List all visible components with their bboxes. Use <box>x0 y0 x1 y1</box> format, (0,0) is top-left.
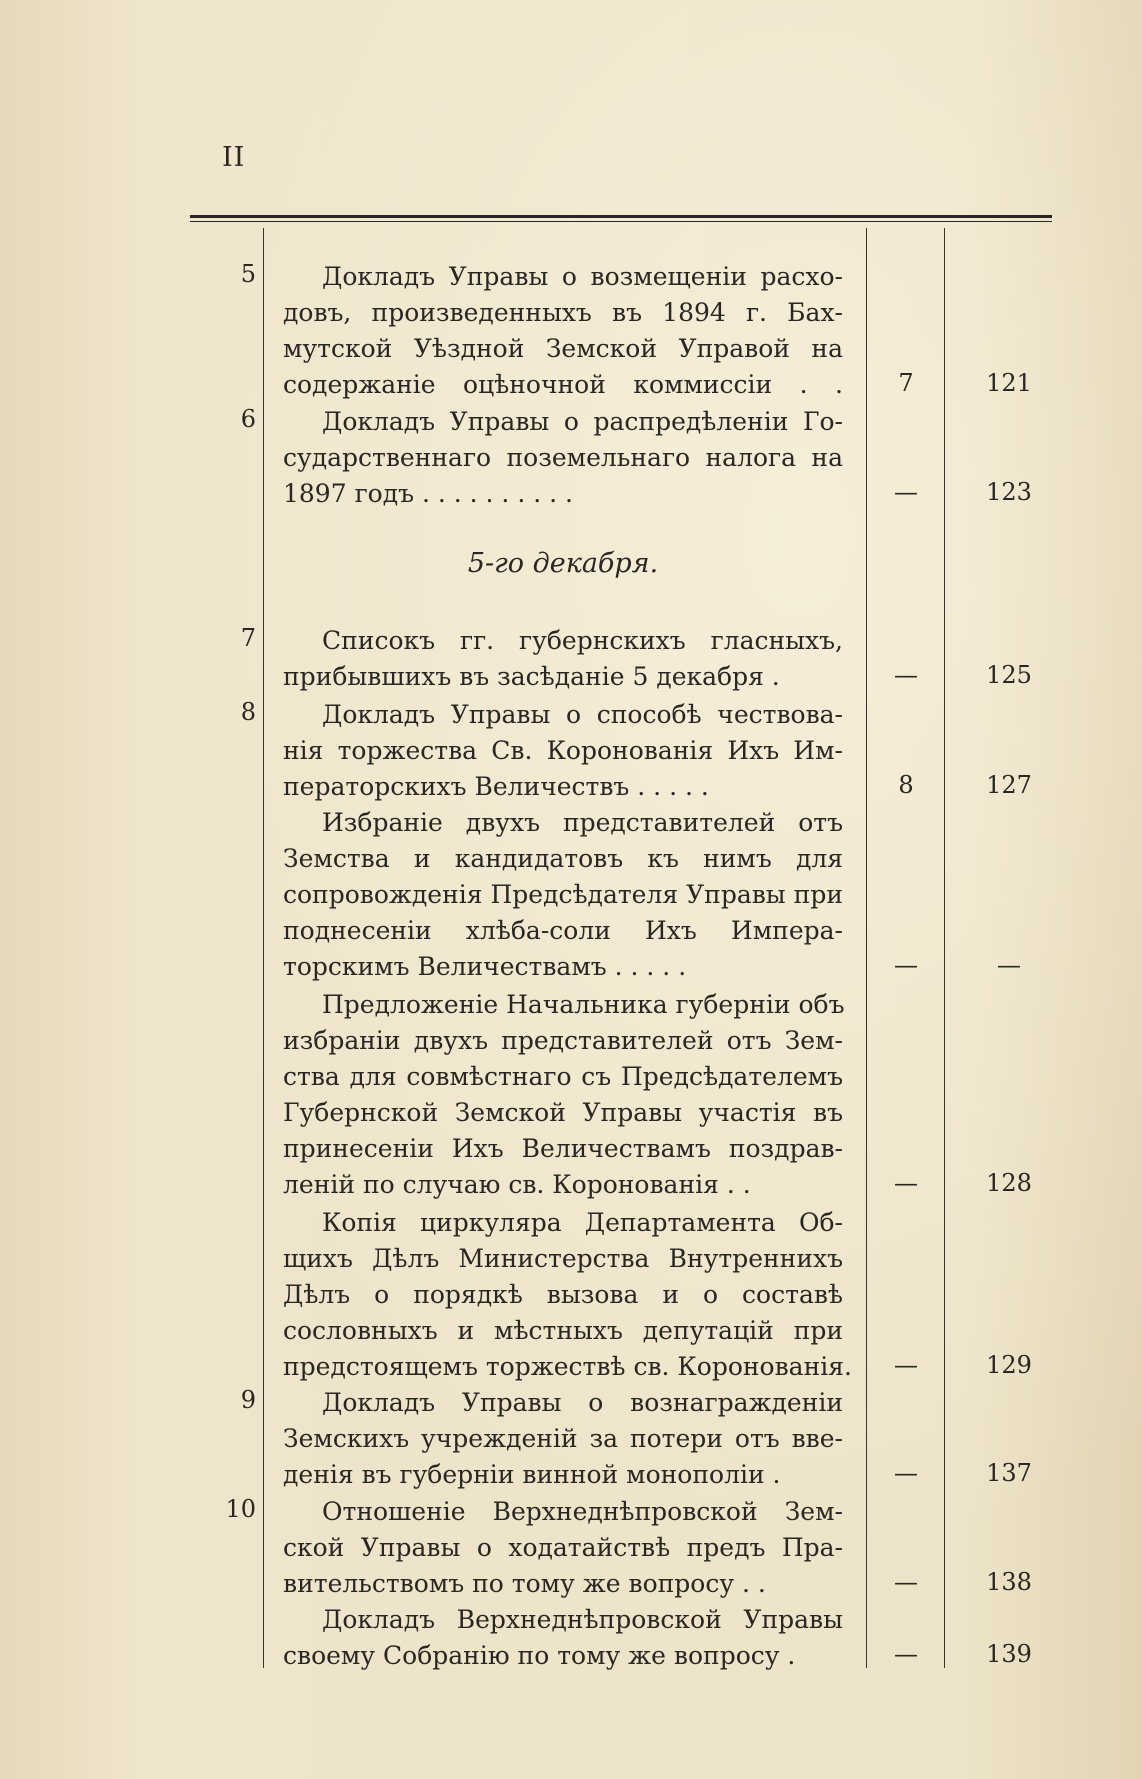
entry-text-line: Копія циркуляра Департамента Об- <box>322 1208 843 1237</box>
entry-text-line: сословныхъ и мѣстныхъ депутацій при <box>283 1316 843 1345</box>
entry-page: 137 <box>986 1459 1032 1487</box>
entry-text-line: сопровожденія Предсѣдателя Управы при <box>283 880 843 909</box>
entry-page: 129 <box>986 1351 1032 1379</box>
entry-text-line: ской Управы о ходатайствѣ предъ Пра- <box>283 1533 843 1562</box>
entry-text-line: Предложеніе Начальника губерніи объ <box>322 990 845 1019</box>
entry-text-line: довъ, произведенныхъ въ 1894 г. Бах- <box>283 298 843 327</box>
entry-text-line: сударственнаго поземельнаго налога на <box>283 443 843 472</box>
entry-text-line: избраніи двухъ представителей отъ Зем- <box>283 1026 843 1055</box>
entry-text-line: щихъ Дѣлъ Министерства Внутреннихъ <box>283 1244 843 1273</box>
entry-page: 138 <box>986 1568 1032 1596</box>
entry-text-line: Списокъ гг. губернскихъ гласныхъ, <box>322 626 843 655</box>
entry-text-line: торскимъ Величествамъ . . . . . <box>283 952 687 981</box>
entry-text-line: содержаніе оцѣночной коммиссіи . . <box>283 370 843 399</box>
entry-volume: — <box>894 951 918 979</box>
entry-text-line: Дѣлъ о порядкѣ вызова и о составѣ <box>283 1280 843 1309</box>
entry-volume: — <box>894 1169 918 1197</box>
entry-text-line: Докладъ Управы о распредѣленіи Го- <box>322 407 843 436</box>
entry-page: 121 <box>986 369 1032 397</box>
entry-number: 9 <box>240 1386 256 1414</box>
entry-text-line: прибывшихъ въ засѣданіе 5 декабря . <box>283 662 780 691</box>
entry-page: 128 <box>986 1169 1032 1197</box>
entry-page: 125 <box>986 661 1032 689</box>
header-rule-thin <box>190 221 1052 222</box>
entry-page: 127 <box>986 771 1032 799</box>
entry-text-line: ства для совмѣстнаго съ Предсѣдателемъ <box>283 1062 843 1091</box>
entry-text-line: Докладъ Управы о возмещеніи расхо- <box>322 262 843 291</box>
entry-page: 123 <box>986 478 1032 506</box>
entry-page: — <box>997 951 1021 979</box>
entry-text-line: денія въ губерніи винной монополіи . <box>283 1460 781 1489</box>
entry-volume: — <box>894 478 918 506</box>
entry-text-line: поднесеніи хлѣба-соли Ихъ Импера- <box>283 916 843 945</box>
entry-text-line: принесеніи Ихъ Величествамъ поздрав- <box>283 1134 843 1163</box>
number-column-rule <box>263 228 264 1668</box>
entry-text-line: вительствомъ по тому же вопросу . . <box>283 1569 766 1598</box>
entry-volume: — <box>894 1568 918 1596</box>
entry-volume: 7 <box>898 369 914 397</box>
entry-number: 7 <box>240 624 256 652</box>
entry-text-line: мутской Уѣздной Земской Управой на <box>283 334 843 363</box>
entry-text-line: своему Собранію по тому же вопросу . <box>283 1641 796 1670</box>
entry-text-line: нія торжества Св. Коронованія Ихъ Им- <box>283 736 843 765</box>
entry-volume: — <box>894 1351 918 1379</box>
volume-column-rule <box>944 228 945 1668</box>
entry-number: 8 <box>240 698 256 726</box>
entry-volume: — <box>894 661 918 689</box>
entry-number: 10 <box>225 1495 256 1523</box>
entry-text-line: леній по случаю св. Коронованія . . <box>283 1170 751 1199</box>
entry-text-line: Отношеніе Верхнеднѣпровской Зем- <box>322 1497 843 1526</box>
section-title: 5-го декабря. <box>467 548 659 579</box>
entry-text-line <box>283 476 843 512</box>
entry-text-line: ператорскихъ Величествъ . . . . . <box>283 772 709 801</box>
entry-text-line: Избраніе двухъ представителей отъ <box>322 808 843 837</box>
text-column-rule <box>866 228 867 1668</box>
entry-text-line: Земскихъ учрежденій за потери отъ вве- <box>283 1424 843 1453</box>
entry-text-line: предстоящемъ торжествѣ св. Коронованія. <box>283 1352 852 1381</box>
entry-text-line: Докладъ Управы о вознагражденіи <box>322 1388 843 1417</box>
entry-volume: — <box>894 1640 918 1668</box>
entry-text-line: Губернской Земской Управы участія въ <box>283 1098 843 1127</box>
entry-text-line: Докладъ Управы о способѣ чествова- <box>322 700 843 729</box>
header-rule <box>190 215 1052 218</box>
entry-text-line: Земства и кандидатовъ къ нимъ для <box>283 844 843 873</box>
entry-text-span: 1897 годъ . . . . . . . . . . <box>283 479 573 508</box>
entry-volume: — <box>894 1459 918 1487</box>
page-number: II <box>222 142 246 173</box>
entry-volume: 8 <box>898 771 914 799</box>
entry-number: 6 <box>240 405 256 433</box>
entry-text-line: Докладъ Верхнеднѣпровской Управы <box>322 1605 843 1634</box>
entry-page: 139 <box>986 1640 1032 1668</box>
entry-number: 5 <box>240 260 256 288</box>
